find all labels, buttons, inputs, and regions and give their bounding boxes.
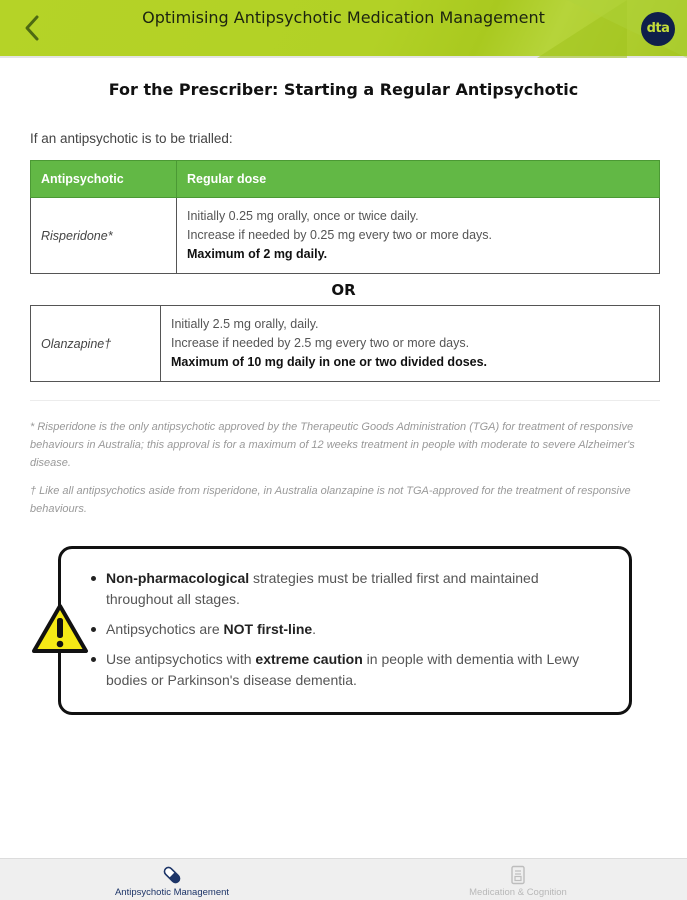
bottom-tab-bar [0,858,687,900]
warning-item-text: Antipsychotics are [106,621,224,637]
divider [30,400,660,401]
page-title: For the Prescriber: Starting a Regular Antipsychotic [108,80,579,99]
warning-item-bold: Non-pharmacological [106,570,250,586]
pill-icon [162,865,182,885]
dose-table-alternative [30,305,660,382]
dose-cell [161,306,660,382]
tab-label: Medication & Cognition [469,887,567,898]
warning-item-text: Use antipsychotics with [106,651,256,667]
warning-item-text: strategies must be trialled first and maintained throughout all stages. [106,570,539,607]
warning-item [88,568,608,610]
table-header-row [31,161,660,198]
document-icon [508,865,528,885]
intro-text: If an antipsychotic is to be trialled: [30,131,233,146]
column-header-antipsychotic: Antipsychotic [31,161,177,198]
drug-name: Olanzapine† [31,306,161,382]
warning-item-bold: extreme caution [255,651,363,667]
header-title: Optimising Antipsychotic Medication Management [142,8,545,27]
warning-item-bold: NOT first-line [223,621,313,637]
footnote-risperidone: * Risperidone is the only antipsychotic approved by the Therapeutic Goods Administration (TGA) for treatment of responsive behaviours in Australia; this approval is for a maximum of 12 weeks treatment in people with moderate to severe Alzheimer's disease. [30,421,635,469]
table-row [31,198,660,274]
dose-cell [177,198,660,274]
warning-item [88,619,608,640]
dta-logo: dta [641,12,675,46]
dose-line: Increase if needed by 2.5 mg every two or more days. [171,336,470,350]
dose-line: Initially 0.25 mg orally, once or twice daily. [187,209,419,223]
or-separator: OR [331,281,356,299]
warning-item-text: in people with dementia with Lewy bodies or Parkinson's disease dementia. [106,651,580,688]
dose-table [30,160,660,274]
tab-antipsychotic-management[interactable] [72,859,272,900]
footnote-olanzapine: † Like all antipsychotics aside from risperidone, in Australia olanzapine is not TGA-approved for the treatment of responsive behaviours. [30,485,631,515]
app-header [0,0,687,58]
warning-icon [31,603,89,655]
warning-list [88,568,608,700]
dose-line: Initially 2.5 mg orally, daily. [171,317,319,331]
chevron-left-icon [18,12,48,44]
tab-medication-cognition[interactable] [418,859,618,900]
back-button[interactable] [18,12,48,44]
tab-label: Antipsychotic Management [114,887,230,898]
warning-item [88,649,608,691]
dose-line: Increase if needed by 0.25 mg every two or more days. [187,228,493,242]
drug-name: Risperidone* [31,198,177,274]
warning-item-text: . [312,621,317,637]
dose-maximum: Maximum of 10 mg daily in one or two divided doses. [171,355,488,369]
dose-maximum: Maximum of 2 mg daily. [187,247,328,261]
column-header-regular-dose: Regular dose [177,161,660,198]
table-row [31,306,660,382]
